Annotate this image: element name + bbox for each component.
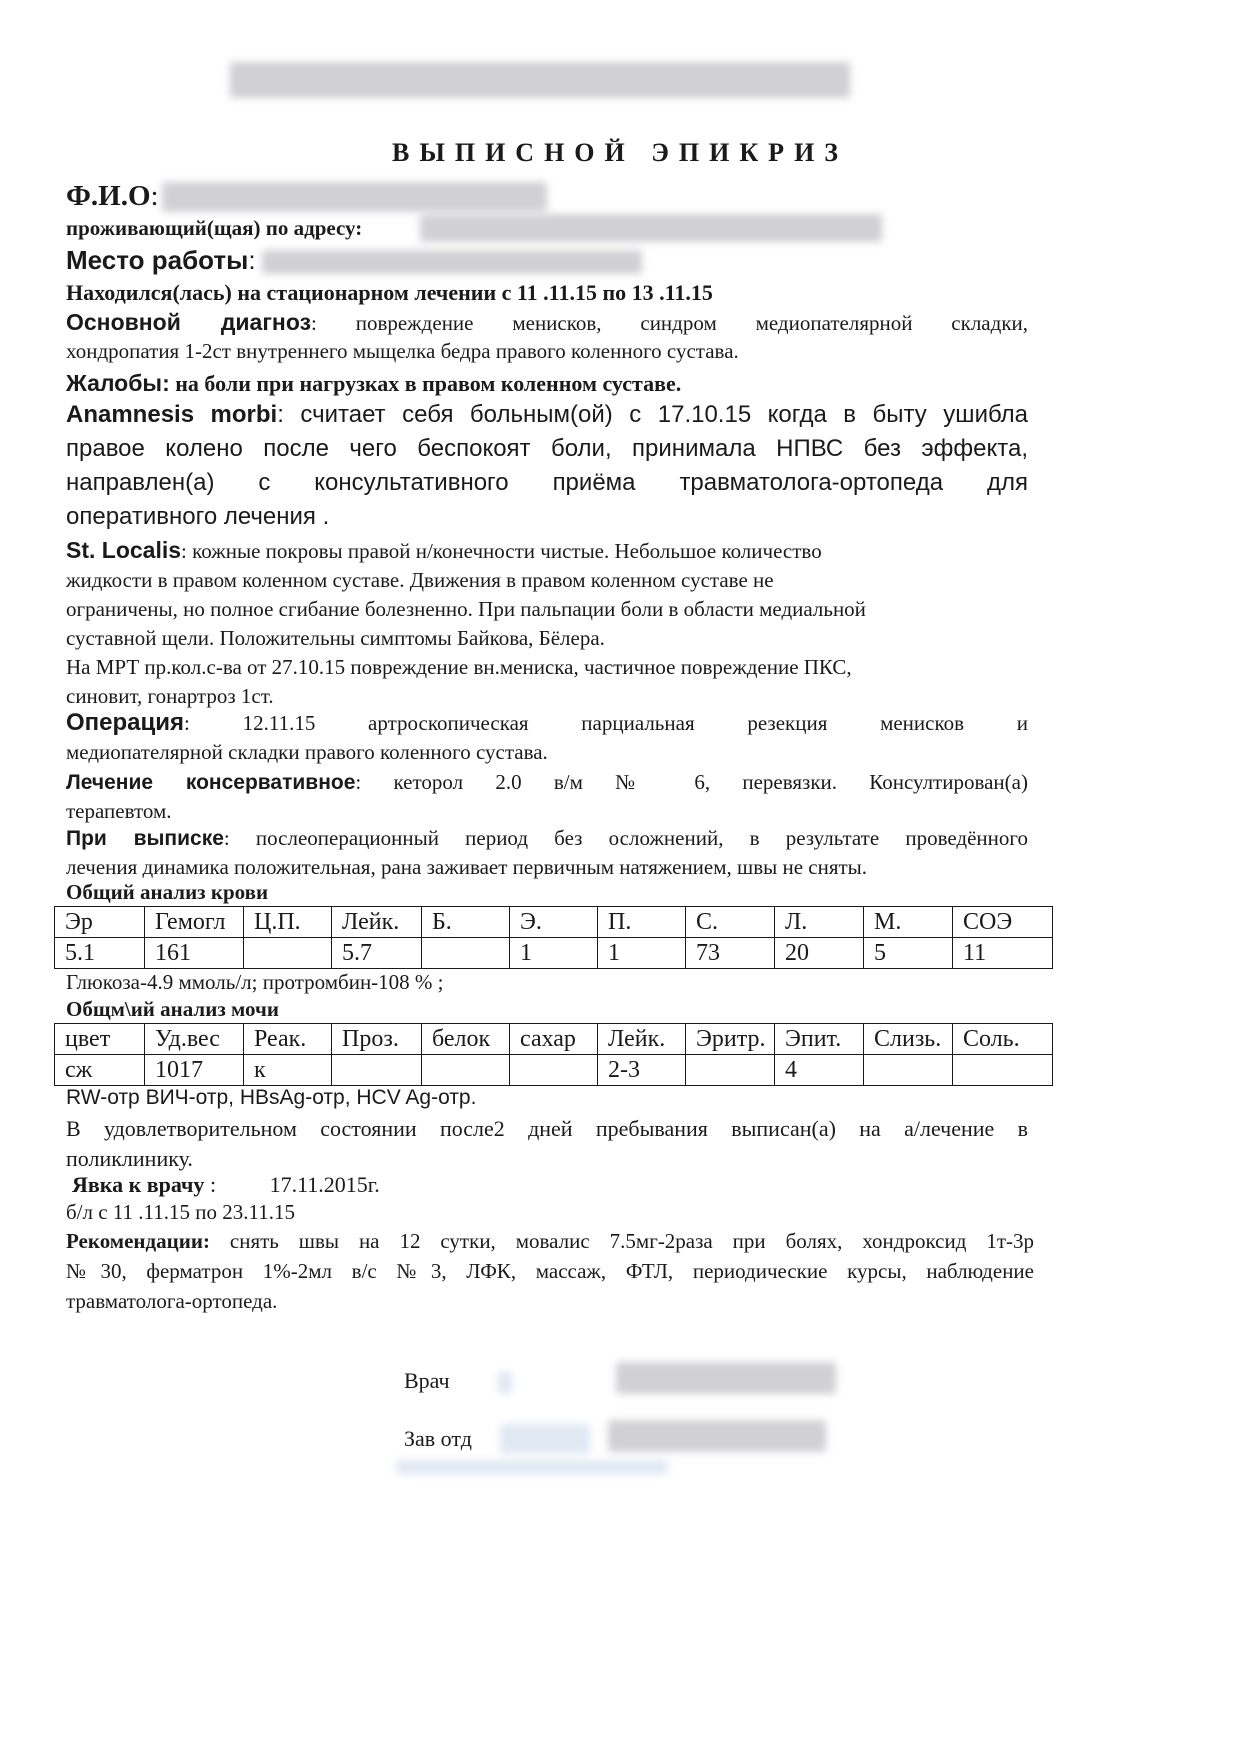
address-label: проживающий(щая) по адресу: bbox=[66, 216, 363, 240]
table-cell: С. bbox=[686, 907, 775, 938]
blood-value-row bbox=[55, 938, 1053, 969]
redacted-header bbox=[230, 62, 850, 98]
anamnesis-label: Anamnesis morbi bbox=[66, 401, 278, 428]
blood-header-row bbox=[55, 907, 1053, 938]
table-cell: 5.1 bbox=[55, 938, 145, 969]
redacted-head-name bbox=[608, 1420, 826, 1452]
condition-section: В удовлетворительном состоянии после2 дней пребывания выписан(а) на а/лечение в поликлинику. bbox=[66, 1116, 1028, 1171]
table-cell: Л. bbox=[775, 907, 864, 938]
recommendations-section: Рекомендации: снять швы на 12 сутки, мовалис 7.5мг-2раза при болях, хондроксид 1т-3р №30, ферматрон 1%-2мл в/с №3, ЛФК, массаж, ФТЛ, периодические курсы, наблюдение травматолога-ортопеда. bbox=[66, 1229, 1035, 1313]
table-cell: Лейк. bbox=[598, 1024, 686, 1055]
table-cell bbox=[864, 1055, 953, 1086]
table-cell: Лейк. bbox=[332, 907, 422, 938]
table-cell: 1017 bbox=[145, 1055, 244, 1086]
localis-label: St. Localis bbox=[66, 537, 182, 563]
table-cell: Э. bbox=[510, 907, 598, 938]
table-cell: Проз. bbox=[332, 1024, 422, 1055]
treatment-section: Лечение консервативное: кеторол 2.0 в/м № 6, перевязки. Консултирован(а) терапевтом. bbox=[66, 770, 1028, 823]
table-cell: Б. bbox=[422, 907, 510, 938]
table-cell: белок bbox=[422, 1024, 510, 1055]
table-cell: 1 bbox=[598, 938, 686, 969]
visit-line: Явка к врачу : 17.11.2015г. bbox=[72, 1172, 380, 1197]
table-cell: 1 bbox=[510, 938, 598, 969]
urine-title: Общм\ий анализ мочи bbox=[66, 997, 279, 1021]
table-cell bbox=[332, 1055, 422, 1086]
table-cell: 11 bbox=[953, 938, 1053, 969]
table-cell: 73 bbox=[686, 938, 775, 969]
work-label: Место работы: bbox=[66, 245, 256, 275]
blood-title: Общий анализ крови bbox=[66, 880, 269, 904]
stay-period: Находился(лась) на стационарном лечении с 11 .11.15 по 13 .11.15 bbox=[66, 280, 713, 305]
table-cell: 2-3 bbox=[598, 1055, 686, 1086]
treatment-label: Лечение консервативное bbox=[66, 771, 356, 794]
table-cell: 5 bbox=[864, 938, 953, 969]
table-cell: 4 bbox=[775, 1055, 864, 1086]
table-cell: Эритр. bbox=[686, 1024, 775, 1055]
signature-mark bbox=[498, 1372, 512, 1394]
operation-section: Операция: 12.11.15 артроскопическая парциальная резекция менисков и медиопателярной складки правого коленного сустава. bbox=[66, 709, 1028, 764]
table-cell: Слизь. bbox=[864, 1024, 953, 1055]
table-cell: сж bbox=[55, 1055, 145, 1086]
doctor-label: Врач bbox=[404, 1368, 450, 1393]
diagnosis-section: Основной диагноз: повреждение менисков, синдром медиопателярной складки, хондропатия 1-2ст внутреннего мыщелка бедра правого коленного сустава. bbox=[66, 309, 1029, 363]
serology: RW-отр ВИЧ-отр, HBsAg-отр, HCV Ag-отр. bbox=[66, 1086, 477, 1109]
complaints: Жалобы: на боли при нагрузках в правом коленном суставе. bbox=[66, 370, 682, 396]
blood-table bbox=[54, 906, 1053, 969]
table-cell: М. bbox=[864, 907, 953, 938]
table-cell: Реак. bbox=[244, 1024, 332, 1055]
urine-header-row bbox=[55, 1024, 1053, 1055]
redacted-work bbox=[262, 250, 642, 274]
table-cell bbox=[422, 1055, 510, 1086]
urine-value-row bbox=[55, 1055, 1053, 1086]
table-cell: Соль. bbox=[953, 1024, 1053, 1055]
visit-label: Явка к врачу bbox=[72, 1172, 205, 1197]
table-cell bbox=[686, 1055, 775, 1086]
page-title: ВЫПИСНОЙ ЭПИКРИЗ bbox=[391, 138, 849, 167]
table-cell: Ц.П. bbox=[244, 907, 332, 938]
redacted-fio bbox=[162, 182, 547, 212]
table-cell: Эр bbox=[55, 907, 145, 938]
table-cell: к bbox=[244, 1055, 332, 1086]
redacted-address bbox=[420, 214, 882, 242]
table-cell: 161 bbox=[145, 938, 244, 969]
head-label: Зав отд bbox=[404, 1426, 472, 1451]
table-cell: СОЭ bbox=[953, 907, 1053, 938]
blood-extra: Глюкоза-4.9 ммоль/л; протромбин-108 % ; bbox=[66, 970, 444, 994]
signature-mark bbox=[500, 1424, 590, 1454]
table-cell bbox=[422, 938, 510, 969]
operation-label: Операция bbox=[66, 709, 185, 736]
table-cell: 5.7 bbox=[332, 938, 422, 969]
visit-date: 17.11.2015г. bbox=[269, 1172, 380, 1197]
discharge-label: При выписке bbox=[66, 827, 224, 850]
table-cell bbox=[953, 1055, 1053, 1086]
diagnosis-label: Основной диагноз bbox=[66, 309, 312, 335]
complaints-label: Жалобы bbox=[66, 370, 163, 396]
table-cell bbox=[510, 1055, 598, 1086]
table-cell bbox=[244, 938, 332, 969]
discharge-section: При выписке: послеоперационный период без осложнений, в результате проведённого лечения динамика положительная, рана заживает первичным натяжением, швы не сняты. bbox=[66, 826, 1028, 879]
table-cell: П. bbox=[598, 907, 686, 938]
table-cell: 20 bbox=[775, 938, 864, 969]
table-cell: Уд.вес bbox=[145, 1024, 244, 1055]
urine-table bbox=[54, 1023, 1053, 1086]
anamnesis-section: Anamnesis morbi: считает себя больным(ой) с 17.10.15 когда в быту ушибла правое колено после чего беспокоят боли, принимала НПВС без эффекта, направлен(а) с консультативного приёма травматолога-ортопеда для оперативного лечения . bbox=[66, 401, 1028, 530]
fio-label: Ф.И.О: bbox=[66, 180, 159, 212]
table-cell: Гемогл bbox=[145, 907, 244, 938]
recommendations-label: Рекомендации: bbox=[66, 1229, 210, 1253]
table-cell: сахар bbox=[510, 1024, 598, 1055]
table-cell: цвет bbox=[55, 1024, 145, 1055]
table-cell: Эпит. bbox=[775, 1024, 864, 1055]
sick-leave: б/л с 11 .11.15 по 23.11.15 bbox=[66, 1200, 295, 1224]
stamp-mark bbox=[396, 1460, 668, 1474]
redacted-doctor-name bbox=[616, 1362, 836, 1394]
localis-section: St. Localis: кожные покровы правой н/конечности чистые. Небольшое количество жидкости в правом коленном суставе. Движения в правом коленном суставе не ограничены, но полное сгибание болезненно. При пальпации боли в области медиальной суставной щели. Положительны симптомы Байкова, Бёлера. На МРТ пр.кол.с-ва от 27.10.15 повреждение вн.мениска, частичное повреждение ПКС, синовит, гонартроз 1ст. bbox=[66, 537, 866, 708]
